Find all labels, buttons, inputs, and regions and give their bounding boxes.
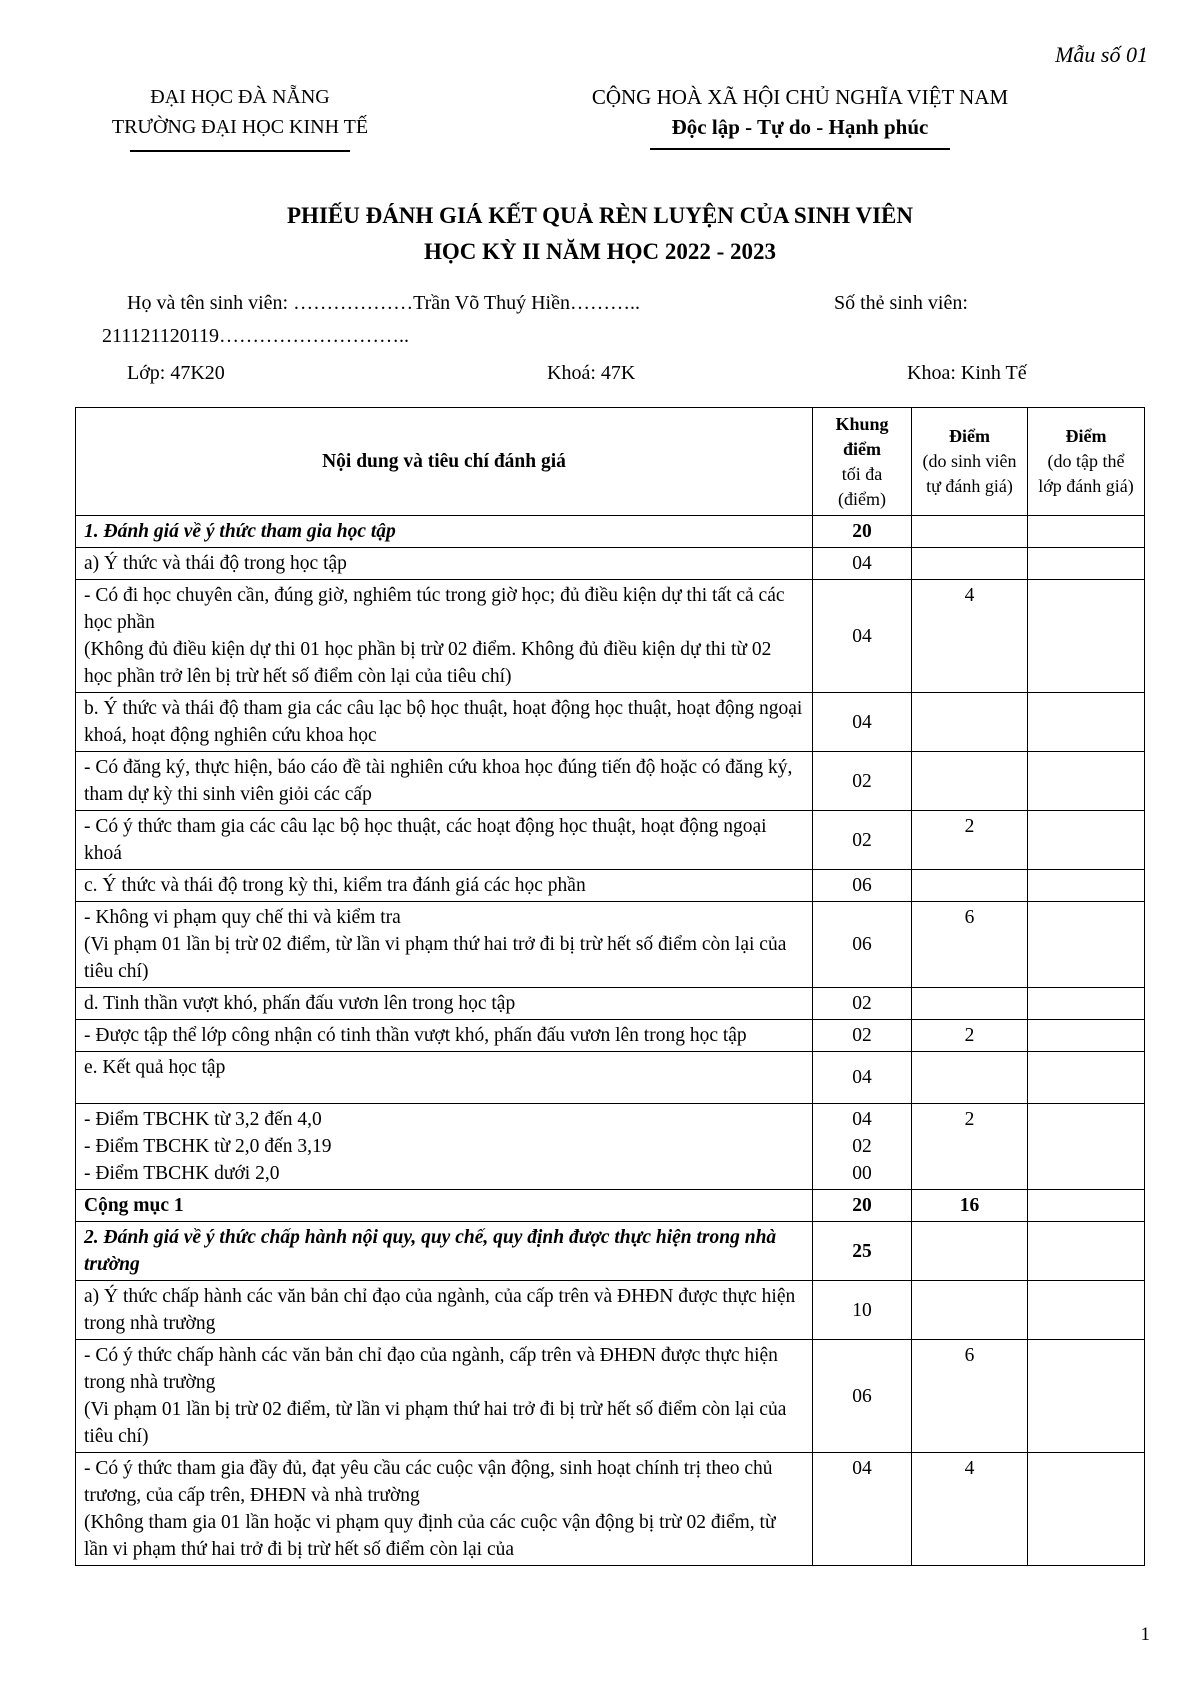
document-title [0, 198, 1200, 270]
student-id-value: 211121120119……………………….. [102, 325, 410, 347]
class-score-cell[interactable] [1028, 752, 1145, 811]
student-faculty: Khoa: Kinh Tế [907, 362, 1027, 384]
country-name: CỘNG HOÀ XÃ HỘI CHỦ NGHĨA VIỆT NAM [591, 85, 1009, 109]
student-name-line: Họ và tên sinh viên: ………………Trần Võ Thuý Hiền……….. [127, 292, 640, 314]
header-max: Khung điểm tối đa (điểm) [813, 408, 912, 516]
student-cohort: Khoá: 47K [547, 362, 636, 384]
table-row: 1. Đánh giá về ý thức tham gia học tập 20 [76, 516, 1145, 548]
header-self: Điểm (do sinh viên tự đánh giá) [912, 408, 1028, 516]
self-score-cell[interactable]: 6 [912, 1340, 1028, 1453]
self-score-cell[interactable] [912, 693, 1028, 752]
self-score-cell[interactable]: 4 [912, 580, 1028, 693]
header-content: Nội dung và tiêu chí đánh giá [76, 408, 813, 516]
table-row: - Có ý thức tham gia các câu lạc bộ học thuật, các hoạt động học thuật, hoạt động ngoại khoá 02 2 [76, 811, 1145, 870]
class-score-cell[interactable] [1028, 1340, 1145, 1453]
table-row: - Có đi học chuyên cần, đúng giờ, nghiêm túc trong giờ học; đủ điều kiện dự thi tất cả các học phần (Không đủ điều kiện dự thi 01 học phần bị trừ 02 điểm. Không đủ điều kiện dự thi từ 02 học phần trở lên bị trừ hết số điểm còn lại của tiêu chí) 04 4 [76, 580, 1145, 693]
class-score-cell[interactable] [1028, 580, 1145, 693]
evaluation-table [75, 407, 1145, 1566]
class-score-cell[interactable] [1028, 1453, 1145, 1566]
class-score-cell[interactable] [1028, 1104, 1145, 1190]
table-row: 2. Đánh giá về ý thức chấp hành nội quy, quy chế, quy định được thực hiện trong nhà trường 25 [76, 1222, 1145, 1281]
self-score-cell[interactable] [912, 516, 1028, 548]
table-row: - Có đăng ký, thực hiện, báo cáo đề tài nghiên cứu khoa học đúng tiến độ hoặc có đăng ký, tham dự kỳ thi sinh viên giỏi các cấp 02 [76, 752, 1145, 811]
self-score-cell[interactable] [912, 752, 1028, 811]
student-class: Lớp: 47K20 [127, 362, 225, 384]
table-row: b. Ý thức và thái độ tham gia các câu lạc bộ học thuật, hoạt động học thuật, hoạt động ngoại khoá, hoạt động nghiên cứu khoa học 04 [76, 693, 1145, 752]
page-number: 1 [1140, 1624, 1150, 1645]
gpa-row: - Điểm TBCHK từ 3,2 đến 4,0 - Điểm TBCHK từ 2,0 đến 3,19 - Điểm TBCHK dưới 2,0 04 02 00 2 [76, 1104, 1145, 1190]
class-score-cell[interactable] [1028, 693, 1145, 752]
self-score-cell[interactable] [912, 1052, 1028, 1104]
table-row: a) Ý thức chấp hành các văn bản chỉ đạo của ngành, của cấp trên và ĐHĐN được thực hiện trong nhà trường 10 [76, 1281, 1145, 1340]
table-row: - Không vi phạm quy chế thi và kiểm tra (Vi phạm 01 lần bị trừ 02 điểm, từ lần vi phạm thứ hai trở đi bị trừ hết số điểm còn lại của tiêu chí) 06 6 [76, 902, 1145, 988]
self-score-cell[interactable] [912, 1281, 1028, 1340]
self-score-cell[interactable]: 2 [912, 1104, 1028, 1190]
title-line-2: HỌC KỲ II NĂM HỌC 2022 - 2023 [423, 239, 777, 264]
form-number: Mẫu số 01 [1055, 42, 1148, 67]
class-score-cell[interactable] [1028, 988, 1145, 1020]
self-score-cell[interactable] [912, 988, 1028, 1020]
self-score-cell[interactable]: 4 [912, 1453, 1028, 1566]
self-score-cell[interactable]: 6 [912, 902, 1028, 988]
table-row: a) Ý thức và thái độ trong học tập 04 [76, 548, 1145, 580]
self-score-cell[interactable]: 2 [912, 811, 1028, 870]
self-score-cell[interactable]: 2 [912, 1020, 1028, 1052]
class-score-cell[interactable] [1028, 811, 1145, 870]
self-score-cell[interactable] [912, 870, 1028, 902]
national-motto: Độc lập - Tự do - Hạnh phúc [671, 115, 929, 139]
table-row: c. Ý thức và thái độ trong kỳ thi, kiểm tra đánh giá các học phần 06 [76, 870, 1145, 902]
table-header-row [76, 408, 1145, 516]
header-class: Điểm (do tập thể lớp đánh giá) [1028, 408, 1145, 516]
class-score-cell[interactable] [1028, 870, 1145, 902]
national-header [520, 82, 1080, 150]
class-score-cell[interactable] [1028, 1052, 1145, 1104]
class-score-cell[interactable] [1028, 902, 1145, 988]
class-score-cell[interactable] [1028, 1222, 1145, 1281]
class-score-cell[interactable] [1028, 1190, 1145, 1222]
self-score-cell[interactable]: 16 [912, 1190, 1028, 1222]
university-name: ĐẠI HỌC ĐÀ NẴNG [150, 86, 330, 108]
class-score-cell[interactable] [1028, 1020, 1145, 1052]
table-row: - Có ý thức tham gia đầy đủ, đạt yêu cầu các cuộc vận động, sinh hoạt chính trị theo chủ trương, của cấp trên, ĐHĐN và nhà trường (Không tham gia 01 lần hoặc vi phạm quy định của các cuộc vận động bị trừ 02 điểm, từ lần vi phạm thứ hai trở đi bị trừ hết số điểm còn lại của 04 4 [76, 1453, 1145, 1566]
student-id-label: Số thẻ sinh viên: [834, 292, 968, 314]
class-score-cell[interactable] [1028, 516, 1145, 548]
table-row: e. Kết quả học tập 04 [76, 1052, 1145, 1104]
school-name: TRƯỜNG ĐẠI HỌC KINH TẾ [111, 116, 369, 138]
subtotal-row: Cộng mục 1 20 16 [76, 1190, 1145, 1222]
class-score-cell[interactable] [1028, 548, 1145, 580]
header-rule-left [130, 150, 350, 152]
table-row: d. Tinh thần vượt khó, phấn đấu vươn lên trong học tập 02 [76, 988, 1145, 1020]
self-score-cell[interactable] [912, 1222, 1028, 1281]
table-row: - Được tập thể lớp công nhận có tinh thần vượt khó, phấn đấu vươn lên trong học tập 02 2 [76, 1020, 1145, 1052]
title-line-1: PHIẾU ĐÁNH GIÁ KẾT QUẢ RÈN LUYỆN CỦA SINH VIÊN [287, 203, 913, 228]
institution-header [80, 82, 400, 152]
class-score-cell[interactable] [1028, 1281, 1145, 1340]
self-score-cell[interactable] [912, 548, 1028, 580]
table-row: - Có ý thức chấp hành các văn bản chỉ đạo của ngành, cấp trên và ĐHĐN được thực hiện trong nhà trường (Vi phạm 01 lần bị trừ 02 điểm, từ lần vi phạm thứ hai trở đi bị trừ hết số điểm còn lại của tiêu chí) 06 6 [76, 1340, 1145, 1453]
header-rule-right [650, 148, 950, 150]
